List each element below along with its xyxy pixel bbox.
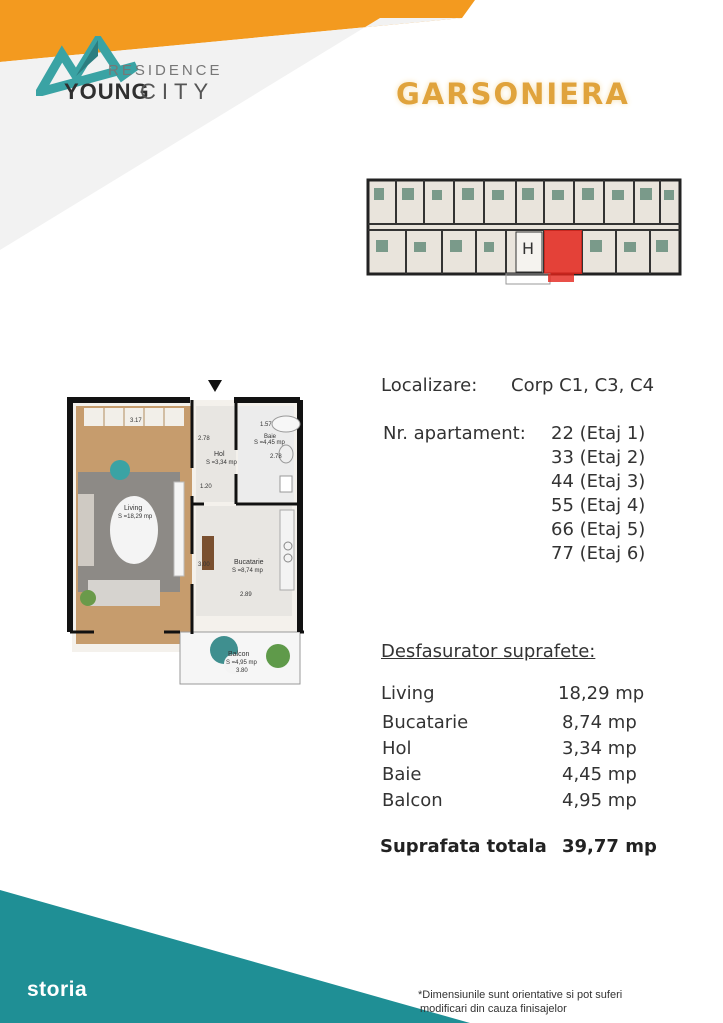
dim-bucatarie-width: 2.89: [240, 592, 252, 598]
brand-city: CITY: [140, 79, 215, 104]
apartment-item: 77 (Etaj 6): [551, 543, 646, 564]
surface-row-name: Balcon: [382, 790, 443, 811]
surface-row-value: 3,34 mp: [562, 738, 637, 759]
bucatarie-label: Bucatarie: [234, 559, 264, 566]
living-area: S =18,29 mp: [118, 514, 153, 520]
hol-area: S =3,34 mp: [206, 460, 237, 466]
apartment-item: 33 (Etaj 2): [551, 447, 646, 468]
apartment-item: 44 (Etaj 3): [551, 471, 646, 492]
surface-row-value: 8,74 mp: [562, 712, 637, 733]
dim-balcon: 3.80: [236, 668, 248, 674]
dim-hol-height: 2.78: [198, 436, 210, 442]
total-surface-label: Suprafata totala: [380, 836, 547, 857]
apartment-plan: [64, 378, 314, 690]
stair-marker: H: [522, 239, 535, 258]
disclaimer-line: *Dimensiunile sunt orientative si pot suferi: [418, 989, 623, 1001]
disclaimer-note: [418, 988, 688, 1016]
living-label: Living: [124, 505, 143, 512]
location-value: Corp C1, C3, C4: [511, 375, 655, 396]
apartment-item: 55 (Etaj 4): [551, 495, 646, 516]
bucatarie-area: S =8,74 mp: [232, 568, 263, 574]
apartment-item: 22 (Etaj 1): [551, 423, 646, 444]
location-label: Localizare:: [381, 375, 478, 396]
brand-residence: RESIDENCE: [108, 62, 223, 79]
page-title: GARSONIERA: [396, 77, 630, 111]
baie-label: Baie: [264, 434, 277, 440]
baie-area: S =4,45 mp: [254, 440, 285, 446]
balcon-area: S =4,95 mp: [226, 660, 257, 666]
dim-hol-width: 1.20: [200, 484, 212, 490]
balcon-label: Balcon: [228, 651, 250, 658]
surface-row-value: 4,95 mp: [562, 790, 637, 811]
surface-row-name: Baie: [382, 764, 422, 785]
apartment-item: 66 (Etaj 5): [551, 519, 646, 540]
dim-baie-width: 1.57: [260, 422, 272, 428]
brand-young: YOUNG: [64, 79, 150, 104]
hol-label: Hol: [214, 451, 225, 458]
storia-logo: storia: [27, 978, 88, 1001]
surface-row-value: 4,45 mp: [562, 764, 637, 785]
building-floor-plan: [366, 176, 684, 286]
dim-bucatarie-height: 3.00: [198, 562, 210, 568]
surface-row-value: 18,29 mp: [558, 683, 645, 704]
surface-row-name: Hol: [382, 738, 412, 759]
surface-row-name: Living: [381, 683, 435, 704]
apartment-number-label: Nr. apartament:: [383, 423, 526, 444]
dim-baie-height: 2.78: [270, 454, 282, 460]
surfaces-heading: Desfasurator suprafete:: [381, 641, 596, 662]
dim-living-width: 3.17: [130, 418, 142, 424]
disclaimer-line: modificari din cauza finisajelor: [420, 1003, 567, 1015]
total-surface-value: 39,77 mp: [562, 836, 657, 857]
surface-row-name: Bucatarie: [382, 712, 469, 733]
